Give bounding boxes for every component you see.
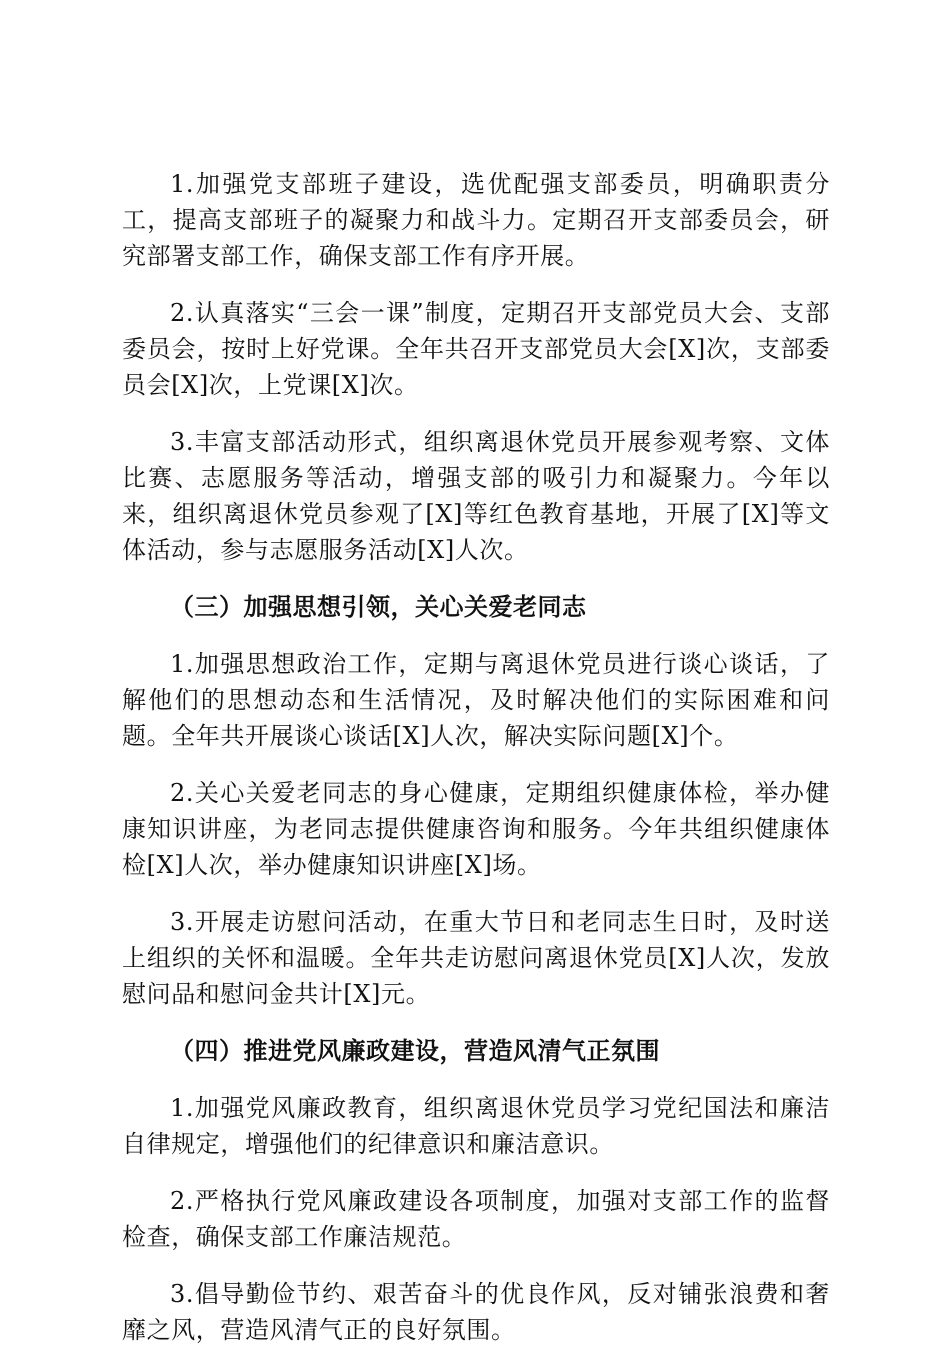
paragraph-integrity-rules: 2.严格执行党风廉政建设各项制度，加强对支部工作的监督检查，确保支部工作廉洁规范。	[122, 1187, 830, 1251]
paragraph-integrity-education: 1.加强党风廉政教育，组织离退休党员学习党纪国法和廉洁自律规定，增强他们的纪律意识和廉洁意识。	[122, 1094, 830, 1158]
paragraph-visits-condolences: 3.开展走访慰问活动，在重大节日和老同志生日时，及时送上组织的关怀和温暖。全年共走访慰问离退休党员[X]人次，发放慰问品和慰问金共计[X]元。	[122, 908, 830, 1008]
section-heading-3: （三）加强思想引领，关心关爱老同志	[170, 592, 587, 621]
paragraph-health-care: 2.关心关爱老同志的身心健康，定期组织健康体检，举办健康知识讲座，为老同志提供健康咨询和服务。今年共组织健康体检[X]人次，举办健康知识讲座[X]场。	[122, 779, 830, 879]
paragraph-branch-team-building: 1.加强党支部班子建设，选优配强支部委员，明确职责分工，提高支部班子的凝聚力和战斗力。定期召开支部委员会，研究部署支部工作，确保支部工作有序开展。	[122, 170, 830, 270]
paragraph-three-meetings-one-lesson: 2.认真落实“三会一课”制度，定期召开支部党员大会、支部委员会，按时上好党课。全年共召开支部党员大会[X]次，支部委员会[X]次，上党课[X]次。	[122, 299, 830, 399]
section-heading-4: （四）推进党风廉政建设，营造风清气正氛围	[170, 1036, 660, 1065]
document-body	[122, 166, 830, 1369]
paragraph-thrift-style: 3.倡导勤俭节约、艰苦奋斗的优良作风，反对铺张浪费和奢靡之风，营造风清气正的良好氛围。	[122, 1280, 830, 1344]
paragraph-ideological-work: 1.加强思想政治工作，定期与离退休党员进行谈心谈话，了解他们的思想动态和生活情况，及时解决他们的实际困难和问题。全年共开展谈心谈话[X]人次，解决实际问题[X]个。	[122, 650, 830, 750]
paragraph-branch-activities: 3.丰富支部活动形式，组织离退休党员开展参观考察、文体比赛、志愿服务等活动，增强支部的吸引力和凝聚力。今年以来，组织离退休党员参观了[X]等红色教育基地，开展了[X]等文体活动，参与志愿服务活动[X]人次。	[122, 428, 830, 564]
